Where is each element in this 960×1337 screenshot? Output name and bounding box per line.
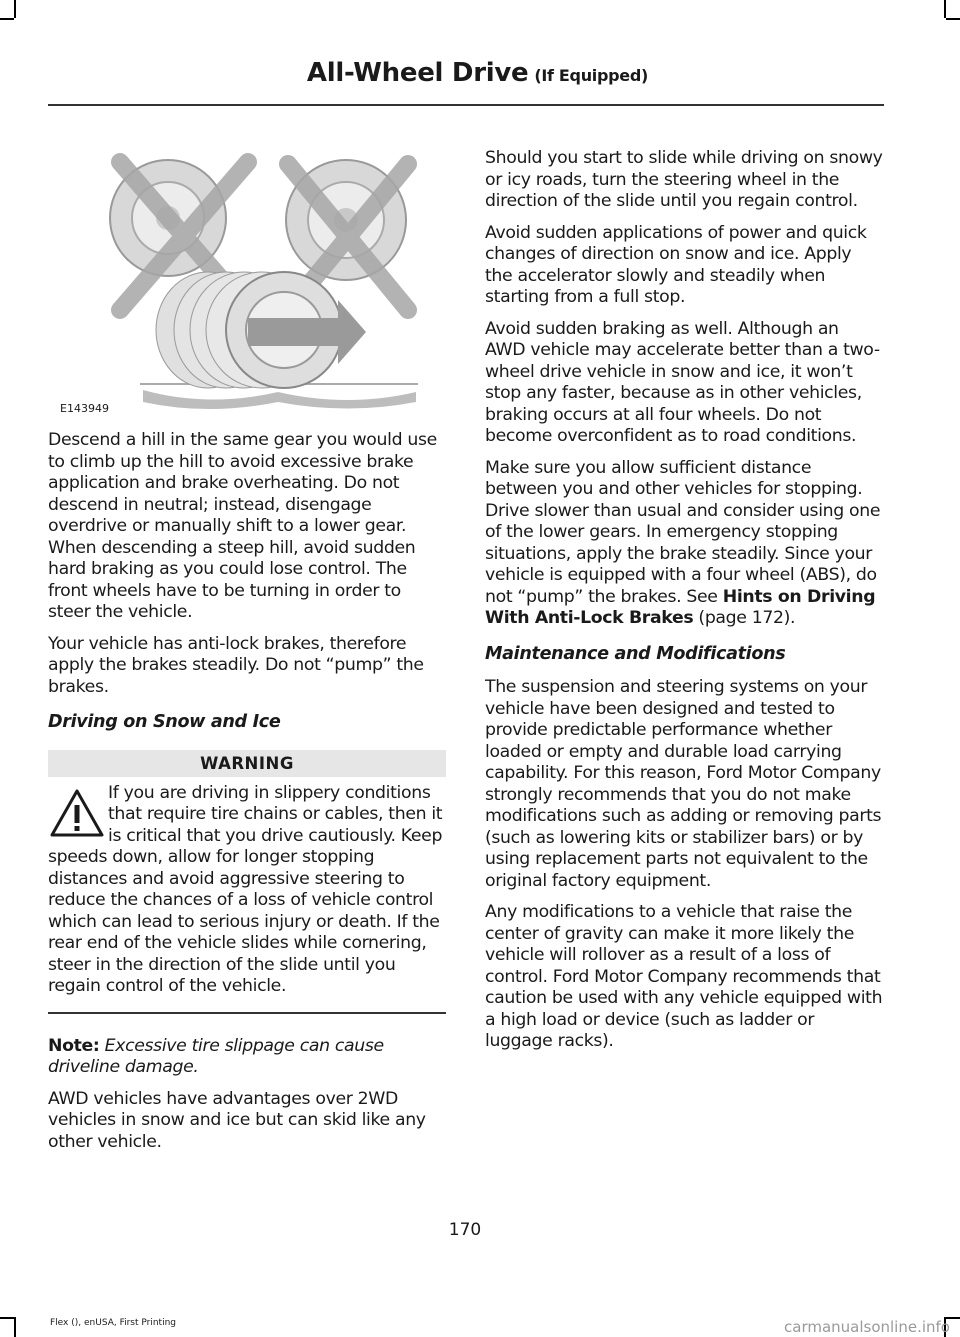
paragraph: Avoid sudden braking as well. Although an AWD vehicle may accelerate better than a two-wheel drive vehicle in snow and ice, it won’t stop any faster, because as in other vehicles, braking occurs at all four wheels. Do not become overconfident as to road conditions. [485, 318, 880, 446]
crop-mark [0, 1317, 14, 1319]
right-column [485, 148, 883, 1063]
page-title-suffix: (If Equipped) [534, 66, 648, 85]
paragraph: Descend a hill in the same gear you would use to climb up the hill to avoid excessive brake application and brake overheating. Do not descend in neutral; instead, disengage overdrive or manually shift to a lower gear. When descending a steep hill, avoid sudden hard braking as you could lose control. The front wheels have to be turning in order to steer the vehicle. [48, 430, 437, 622]
warning-title: WARNING [48, 750, 446, 777]
page-title-main: All-Wheel Drive [306, 58, 529, 88]
page-number: 170 [448, 1220, 482, 1240]
warning-triangle-icon [48, 785, 106, 843]
header-divider [48, 104, 884, 106]
warning-body [48, 783, 446, 998]
crop-mark [14, 0, 16, 18]
warning-box [48, 750, 446, 1014]
sliding-tire-illustration-icon [48, 140, 446, 418]
paragraph [485, 458, 883, 630]
paragraph: Should you start to slide while driving on snowy or icy roads, turn the steering wheel in the direction of the slide until you regain control. [485, 148, 883, 211]
paragraph: Avoid sudden applications of power and quick changes of direction on snow and ice. Apply the accelerator slowly and steadily when starting from a full stop. [485, 222, 867, 307]
warning-text: If you are driving in slippery conditions that require tire chains or cables, then it is critical that you drive cautiously. Keep speeds down, allow for longer stopping distances and avoid aggressive steering to reduce the chances of a loss of vehicle control which can lead to serious injury or death. If the rear end of the vehicle slides while cornering, steer in the direction of the slide until you regain control of the vehicle. [48, 782, 443, 996]
paragraph: AWD vehicles have advantages over 2WD vehicles in snow and ice but can skid like any other vehicle. [48, 1088, 426, 1152]
page-reference: (page 172). [693, 608, 796, 628]
paragraph: The suspension and steering systems on your vehicle have been designed and tested to provide predictable performance whether loaded or empty and durable load carrying capability. For this reason, Ford Motor Company strongly recommends that you do not make modifications such as adding or removing parts (such as lowering kits or stabilizer bars) or by using replacement parts not equivalent to the original factory equipment. [485, 677, 882, 891]
section-heading: Maintenance and Modifications [485, 643, 786, 664]
left-column [48, 140, 446, 1163]
crop-mark [944, 0, 946, 18]
cross-reference-link[interactable]: Hints on Driving With Anti-Lock Brakes [485, 586, 876, 628]
page-title [307, 58, 648, 88]
section-heading: Driving on Snow and Ice [48, 712, 281, 732]
crop-mark [946, 18, 960, 20]
paragraph: Any modifications to a vehicle that raise the center of gravity can make it more likely the vehicle will rollover as a result of a loss of control. Ford Motor Company recommends that caution be used with any vehicle equipped with a high load or device (such as ladder or luggage racks). [485, 902, 883, 1051]
watermark: carmanualsonline.info [784, 1318, 950, 1336]
crop-mark [0, 18, 14, 20]
footer-text: Flex (), enUSA, First Printing [50, 1318, 176, 1328]
note-text: Excessive tire slippage can cause driveline damage. [48, 1035, 384, 1077]
crop-mark [14, 1317, 16, 1337]
warning-divider [48, 1012, 446, 1014]
note-label: Note: [48, 1035, 100, 1056]
note [48, 1036, 446, 1079]
figure-id: E143949 [60, 402, 109, 415]
paragraph: Your vehicle has anti-lock brakes, therefore apply the brakes steadily. Do not “pump” the brakes. [48, 633, 424, 697]
tire-slide-figure [48, 140, 446, 418]
paragraph-text: Make sure you allow sufficient distance between you and other vehicles for stopping. Drive slower than usual and consider using one of the lower gears. In emergency stopping situations, apply the brake steadily. Since your vehicle is equipped with a four wheel (ABS), do not “pump” the brakes. See [485, 457, 881, 607]
